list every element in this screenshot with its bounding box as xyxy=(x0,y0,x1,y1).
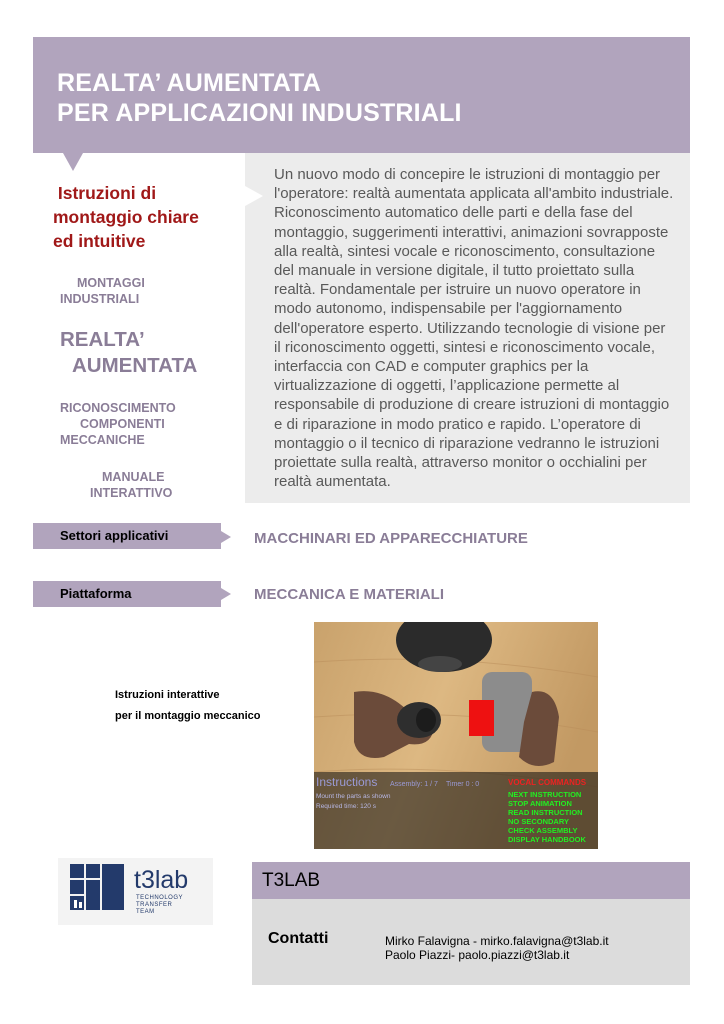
overlay-step: Assembly: 1 / 7 xyxy=(390,781,438,788)
settori-label: Settori applicativi xyxy=(33,523,221,549)
voice-title: VOCAL COMMANDS xyxy=(508,778,587,787)
org-name: T3LAB xyxy=(262,870,321,891)
logo-name: t3lab xyxy=(134,866,189,894)
piattaforma-arrow xyxy=(221,588,231,600)
logo-tagline-3: TEAM xyxy=(136,909,155,915)
keyword-montaggi xyxy=(60,275,145,307)
keyword-headline-line3: ed intuitive xyxy=(53,231,146,251)
overlay-line2: Required time: 120 s xyxy=(316,803,376,810)
voice-cmd: NEXT INSTRUCTION xyxy=(508,790,582,799)
page-title-line1: REALTA’ AUMENTATA xyxy=(57,69,322,97)
keyword-riconosc-line1: RICONOSCIMENTO xyxy=(60,401,176,415)
keyword-realta-line1: REALTA’ xyxy=(60,328,145,351)
photo-caption-line2: per il montaggio meccanico xyxy=(115,710,261,722)
header-banner xyxy=(33,37,690,153)
contacts-panel xyxy=(252,899,690,985)
voice-cmd: STOP ANIMATION xyxy=(508,799,572,808)
piattaforma-value: MECCANICA E MATERIALI xyxy=(254,586,444,603)
voice-cmd: READ INSTRUCTION xyxy=(508,808,583,817)
voice-cmd: CHECK ASSEMBLY xyxy=(508,826,578,835)
settori-arrow xyxy=(221,531,231,543)
logo-tagline-2: TRANSFER xyxy=(136,902,173,908)
overlay-title: Instructions xyxy=(316,775,378,789)
overlay-timer: Timer 0 : 0 xyxy=(446,781,480,788)
keyword-montaggi-line2: INDUSTRIALI xyxy=(60,292,140,306)
keyword-realta-line2: AUMENTATA xyxy=(72,354,198,377)
keyword-montaggi-line1: MONTAGGI xyxy=(77,276,145,290)
keyword-headline-line2: montaggio chiare xyxy=(53,207,199,227)
contacts-label: Contatti xyxy=(268,930,329,947)
settori-value: MACCHINARI ED APPARECCHIATURE xyxy=(254,530,528,547)
overlay-line1: Mount the parts as shown xyxy=(316,793,391,800)
keyword-headline-line1: Istruzioni di xyxy=(53,183,157,203)
voice-cmd: DISPLAY HANDBOOK xyxy=(508,835,586,844)
keyword-manuale-line2: INTERATTIVO xyxy=(90,486,173,500)
page-title xyxy=(57,68,462,128)
intro-notch xyxy=(245,186,263,206)
org-bar xyxy=(252,862,690,899)
keyword-headline xyxy=(53,181,243,253)
keyword-manuale-line1: MANUALE xyxy=(102,470,165,484)
banner-pointer xyxy=(63,153,83,171)
keyword-riconosc-line3: MECCANICHE xyxy=(60,433,145,447)
keyword-riconoscimento xyxy=(60,400,176,448)
voice-cmd: NO SECONDARY xyxy=(508,817,569,826)
keyword-riconosc-line2: COMPONENTI xyxy=(80,417,165,431)
logo-tagline-1: TECHNOLOGY xyxy=(136,895,184,901)
intro-text: Un nuovo modo di concepire le istruzioni di montaggio per l'operatore: realtà aumentata applicata all'ambito industriale. Riconoscimento automatico delle parti e della fase del montaggio, suggerimenti interattivi, animazioni sovrapposte alla realtà, sintesi vocale e riconoscimento, consultazione del manuale in versione digitale, il tutto proiettato sulla realtà. Fondamentale per istruire un nuovo operatore in modo autonomo, indispensabile per l'aggiornamento dell'operatore esperto. Utilizzando tecnologie di visione per il riconoscimento oggetti, sintesi e riconoscimento vocale, interfaccia con CAD e computer graphics per la virtualizzazione di oggetti, l’applicazione permette al responsabile di produzione di creare istruzioni di montaggio e di riparazione in modo pratico e rapido. L’operatore di montaggio o il tecnico di riparazione vedranno le istruzioni proiettate sulla realtà, attraverso monitor o occhialini per realtà aumentata. xyxy=(274,166,674,491)
t3lab-logo xyxy=(58,858,213,925)
logo-mark-icon xyxy=(70,864,124,910)
photo-caption-line1: Istruzioni interattive xyxy=(115,689,220,701)
keyword-realta xyxy=(60,327,197,379)
contact-paolo: Paolo Piazzi- paolo.piazzi@t3lab.it xyxy=(385,948,570,962)
contact-mirko: Mirko Falavigna - mirko.falavigna@t3lab.it xyxy=(385,934,609,948)
red-highlight xyxy=(469,700,494,736)
ar-demo-photo xyxy=(314,622,598,849)
page-title-line2: PER APPLICAZIONI INDUSTRIALI xyxy=(57,99,462,127)
piattaforma-label: Piattaforma xyxy=(33,581,221,607)
keyword-manuale xyxy=(90,469,172,501)
